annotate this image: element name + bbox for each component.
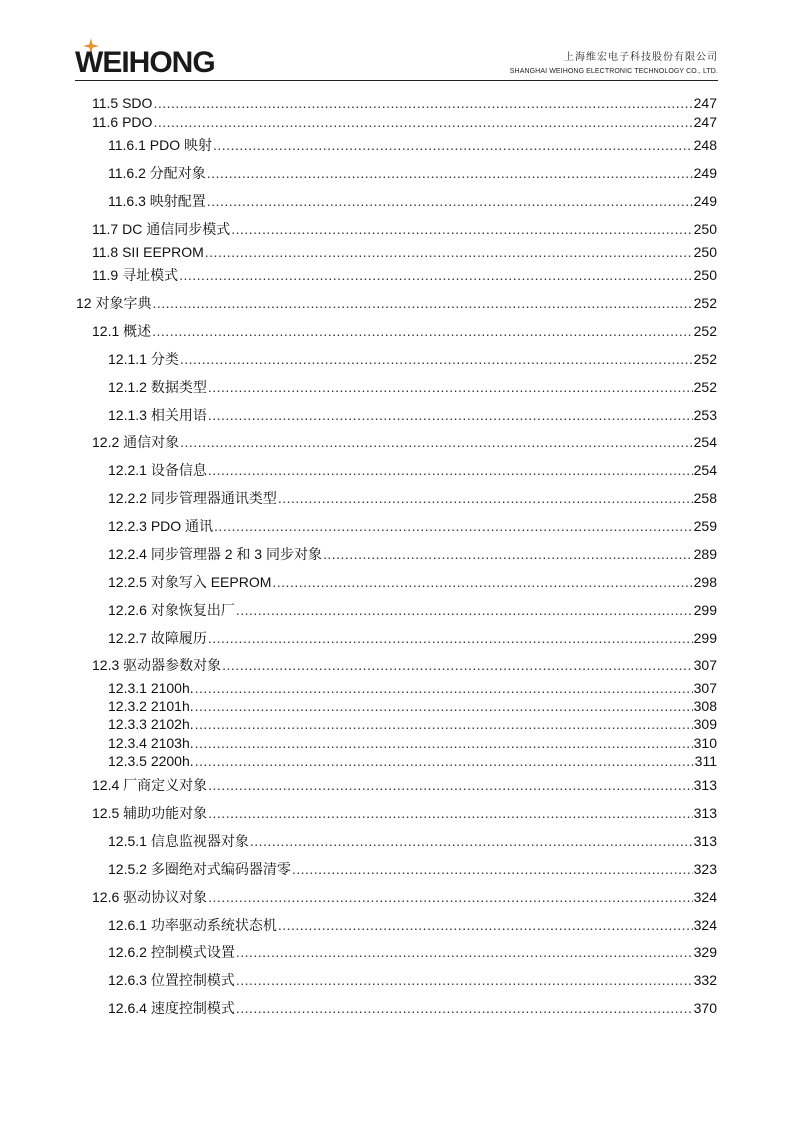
toc-entry-title: 12.3.5 2200h. <box>108 753 194 769</box>
toc-leader <box>153 94 692 112</box>
toc-entry-title: 12.5 辅助功能对象 <box>92 805 208 821</box>
toc-entry-title: 11.6 PDO <box>92 114 153 130</box>
toc-entry-page: 324 <box>693 917 717 933</box>
toc-entry-title: 12.2.5 对象写入 EEPROM <box>108 574 272 590</box>
toc-entry-title: 12.6.1 功率驱动系统状态机 <box>108 917 277 933</box>
toc-entry[interactable] <box>108 860 717 878</box>
toc-leader <box>208 378 693 396</box>
toc-entry-title: 11.7 DC 通信同步模式 <box>92 221 231 237</box>
toc-leader <box>278 916 693 934</box>
toc-entry-page: 250 <box>693 244 717 260</box>
toc-entry-title: 12.6.2 控制模式设置 <box>108 944 235 960</box>
toc-entry-title: 12.6.3 位置控制模式 <box>108 972 235 988</box>
toc-entry[interactable] <box>108 350 717 368</box>
toc-entry-page: 250 <box>693 221 717 237</box>
toc-entry-title: 12.2.6 对象恢复出厂 <box>108 602 235 618</box>
toc-leader <box>272 573 692 591</box>
toc-entry-title: 12 对象字典 <box>76 295 152 311</box>
toc-entry[interactable] <box>108 192 717 210</box>
toc-leader <box>195 715 693 733</box>
toc-entry-title: 12.2.1 设备信息 <box>108 462 207 478</box>
toc-entry-page: 253 <box>693 407 717 423</box>
toc-entry-page: 247 <box>693 95 717 111</box>
toc-entry-title: 12.3 驱动器参数对象 <box>92 657 222 673</box>
toc-entry-title: 12.1.1 分类 <box>108 351 179 367</box>
toc-entry-title: 12.2 通信对象 <box>92 434 180 450</box>
toc-leader <box>195 752 694 770</box>
toc-entry[interactable] <box>108 489 717 507</box>
toc-entry-page: 370 <box>693 1000 717 1016</box>
toc-entry[interactable] <box>108 971 717 989</box>
toc-entry[interactable] <box>92 243 717 261</box>
toc-entry-title: 12.3.2 2101h. <box>108 698 194 714</box>
toc-entry-page: 313 <box>693 833 717 849</box>
toc-leader <box>195 734 693 752</box>
toc-entry-page: 248 <box>693 137 717 153</box>
toc-leader <box>236 999 693 1017</box>
toc-entry-title: 12.1.2 数据类型 <box>108 379 207 395</box>
toc-entry-page: 252 <box>693 323 717 339</box>
toc-leader <box>208 629 693 647</box>
toc-entry-title: 12.5.2 多圈绝对式编码器清零 <box>108 861 291 877</box>
toc-entry-page: 254 <box>693 434 717 450</box>
toc-entry-page: 289 <box>693 546 717 562</box>
toc-leader <box>205 243 693 261</box>
toc-entry[interactable] <box>108 734 717 752</box>
toc-leader <box>207 164 693 182</box>
toc-entry[interactable] <box>108 752 717 770</box>
toc-entry-page: 252 <box>693 379 717 395</box>
toc-entry-page: 247 <box>693 114 717 130</box>
toc-leader <box>152 322 693 340</box>
toc-entry-title: 12.3.1 2100h. <box>108 680 194 696</box>
page-header <box>75 34 718 81</box>
toc-leader <box>213 136 693 154</box>
toc-entry[interactable] <box>108 999 717 1017</box>
toc-entry-title: 12.2.2 同步管理器通讯类型 <box>108 490 277 506</box>
toc-entry-title: 12.5.1 信息监视器对象 <box>108 833 249 849</box>
toc-entry[interactable] <box>108 573 717 591</box>
toc-leader <box>208 461 693 479</box>
company-logo: WEIHONG <box>75 46 215 79</box>
toc-entry-page: 299 <box>693 602 717 618</box>
toc-entry[interactable] <box>108 697 717 715</box>
toc-entry-title: 12.6.4 速度控制模式 <box>108 1000 235 1016</box>
toc-entry[interactable] <box>108 943 717 961</box>
toc-entry[interactable] <box>108 136 717 154</box>
toc-entry-page: 307 <box>693 680 717 696</box>
toc-entry[interactable] <box>92 220 717 238</box>
toc-entry-page: 313 <box>693 777 717 793</box>
toc-entry[interactable] <box>92 656 717 674</box>
toc-entry[interactable] <box>108 679 717 697</box>
toc-entry-title: 12.2.7 故障履历 <box>108 630 207 646</box>
toc-leader <box>250 832 693 850</box>
toc-entry-page: 252 <box>693 351 717 367</box>
toc-entry[interactable] <box>108 378 717 396</box>
toc-entry-page: 298 <box>693 574 717 590</box>
toc-entry-title: 12.2.3 PDO 通讯 <box>108 518 214 534</box>
toc-entry-title: 11.5 SDO <box>92 95 153 111</box>
toc-entry-title: 11.8 SII EEPROM <box>92 244 204 260</box>
toc-entry[interactable] <box>108 832 717 850</box>
toc-entry-page: 323 <box>693 861 717 877</box>
toc-entry[interactable] <box>92 804 717 822</box>
toc-entry-page: 332 <box>693 972 717 988</box>
toc-leader <box>153 113 692 131</box>
toc-entry[interactable] <box>92 776 717 794</box>
toc-leader <box>180 350 693 368</box>
toc-entry-title: 11.9 寻址模式 <box>92 267 179 283</box>
toc-entry[interactable] <box>108 715 717 733</box>
company-name-en: SHANGHAI WEIHONG ELECTRONIC TECHNOLOGY CO., LTD. <box>509 68 718 75</box>
toc-entry-title: 12.2.4 同步管理器 2 和 3 同步对象 <box>108 546 322 562</box>
toc-entry[interactable] <box>108 406 717 424</box>
toc-leader <box>323 545 693 563</box>
toc-leader <box>278 489 693 507</box>
toc-entry-page: 329 <box>693 944 717 960</box>
toc-entry-title: 11.6.2 分配对象 <box>108 165 206 181</box>
toc-entry[interactable] <box>92 113 717 131</box>
toc-entry[interactable] <box>92 888 717 906</box>
toc-leader <box>292 860 693 878</box>
toc-entry-page: 259 <box>693 518 717 534</box>
toc-leader <box>152 294 692 312</box>
toc-entry[interactable] <box>108 601 717 619</box>
toc-leader <box>208 804 693 822</box>
toc-leader <box>208 406 693 424</box>
toc-entry-page: 299 <box>693 630 717 646</box>
toc-entry[interactable] <box>108 916 717 934</box>
toc-leader <box>236 971 693 989</box>
toc-entry[interactable] <box>108 517 717 535</box>
toc-entry-page: 258 <box>693 490 717 506</box>
company-info <box>510 48 718 75</box>
toc-leader <box>236 943 693 961</box>
toc-entry[interactable] <box>76 294 717 312</box>
toc-entry-page: 252 <box>693 295 717 311</box>
toc-leader <box>179 266 693 284</box>
toc-entry-title: 12.6 驱动协议对象 <box>92 889 208 905</box>
toc-leader <box>208 888 693 906</box>
toc-entry[interactable] <box>108 545 717 563</box>
company-name-cn: 上海维宏电子科技股份有限公司 <box>564 52 718 63</box>
toc-entry-page: 324 <box>693 889 717 905</box>
toc-entry-page: 249 <box>693 193 717 209</box>
toc-leader <box>195 697 693 715</box>
toc-leader <box>208 776 693 794</box>
toc-entry-page: 254 <box>693 462 717 478</box>
toc-entry[interactable] <box>92 322 717 340</box>
toc-entry-title: 11.6.1 PDO 映射 <box>108 137 213 153</box>
toc-entry-title: 12.1.3 相关用语 <box>108 407 207 423</box>
toc-leader <box>214 517 693 535</box>
toc-entry-title: 12.4 厂商定义对象 <box>92 777 208 793</box>
toc-entry[interactable] <box>108 629 717 647</box>
toc-entry[interactable] <box>92 433 717 451</box>
toc-entry-page: 311 <box>694 753 717 769</box>
toc-entry-page: 310 <box>693 735 717 751</box>
toc-entry-title: 12.3.4 2103h. <box>108 735 194 751</box>
toc-leader <box>207 192 693 210</box>
toc-leader <box>180 433 693 451</box>
toc-entry[interactable] <box>92 94 717 112</box>
toc-entry-title: 12.1 概述 <box>92 323 152 339</box>
toc-entry-title: 12.3.3 2102h. <box>108 716 194 732</box>
toc-leader <box>231 220 692 238</box>
toc-leader <box>195 679 693 697</box>
toc-entry[interactable] <box>92 266 717 284</box>
toc-entry[interactable] <box>108 164 717 182</box>
toc-entry-title: 11.6.3 映射配置 <box>108 193 206 209</box>
toc-entry-page: 308 <box>693 698 717 714</box>
toc-entry-page: 309 <box>693 716 717 732</box>
toc-leader <box>222 656 693 674</box>
toc-leader <box>236 601 693 619</box>
toc-entry-page: 313 <box>693 805 717 821</box>
toc-entry-page: 307 <box>693 657 717 673</box>
toc-entry-page: 249 <box>693 165 717 181</box>
toc-entry-page: 250 <box>693 267 717 283</box>
toc-entry[interactable] <box>108 461 717 479</box>
